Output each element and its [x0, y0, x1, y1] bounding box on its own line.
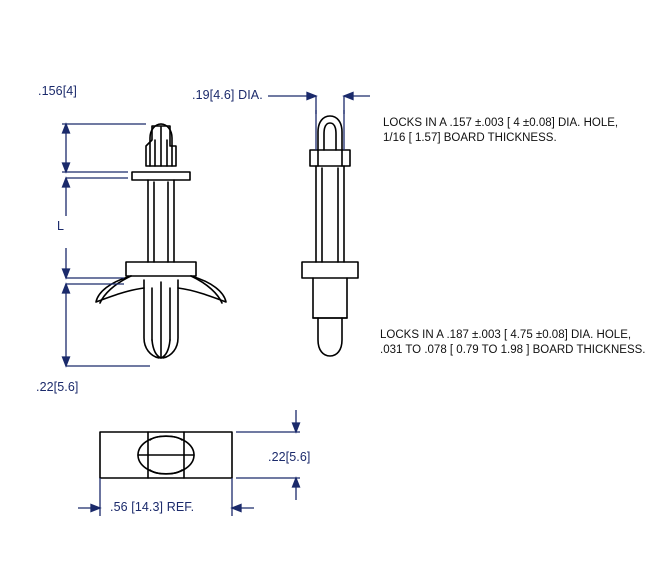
note-top-line-2: 1/16 [ 1.57] BOARD THICKNESS.: [383, 132, 557, 144]
note-bottom-hole-spec: [380, 328, 645, 358]
dimension-label-plan-view-height: .22[5.6]: [268, 450, 311, 464]
middle-view-part: [302, 116, 358, 356]
note-bottom-line-1: LOCKS IN A .187 ±.003 [ 4.75 ±0.08] DIA. HOLE,: [380, 329, 632, 341]
note-top-hole-spec: [383, 116, 618, 146]
dimension-label-shaft-dia: .19[4.6] DIA.: [192, 88, 263, 102]
plan-view-part: [100, 432, 232, 478]
note-bottom-line-2: .031 TO .078 [ 0.79 TO 1.98 ] BOARD THICKNESS.: [380, 344, 646, 356]
dimension-label-length: L: [57, 219, 65, 233]
dimension-label-lower-leg-height: .22[5.6]: [36, 380, 79, 394]
dimension-lines: [62, 93, 370, 517]
dimension-label-plan-view-width: .56 [14.3] REF.: [110, 500, 195, 514]
left-view-part: [96, 124, 226, 358]
note-top-line-1: LOCKS IN A .157 ±.003 [ 4 ±0.08] DIA. HOLE,: [383, 117, 619, 129]
dimension-label-top-head-height: .156[4]: [38, 84, 77, 98]
